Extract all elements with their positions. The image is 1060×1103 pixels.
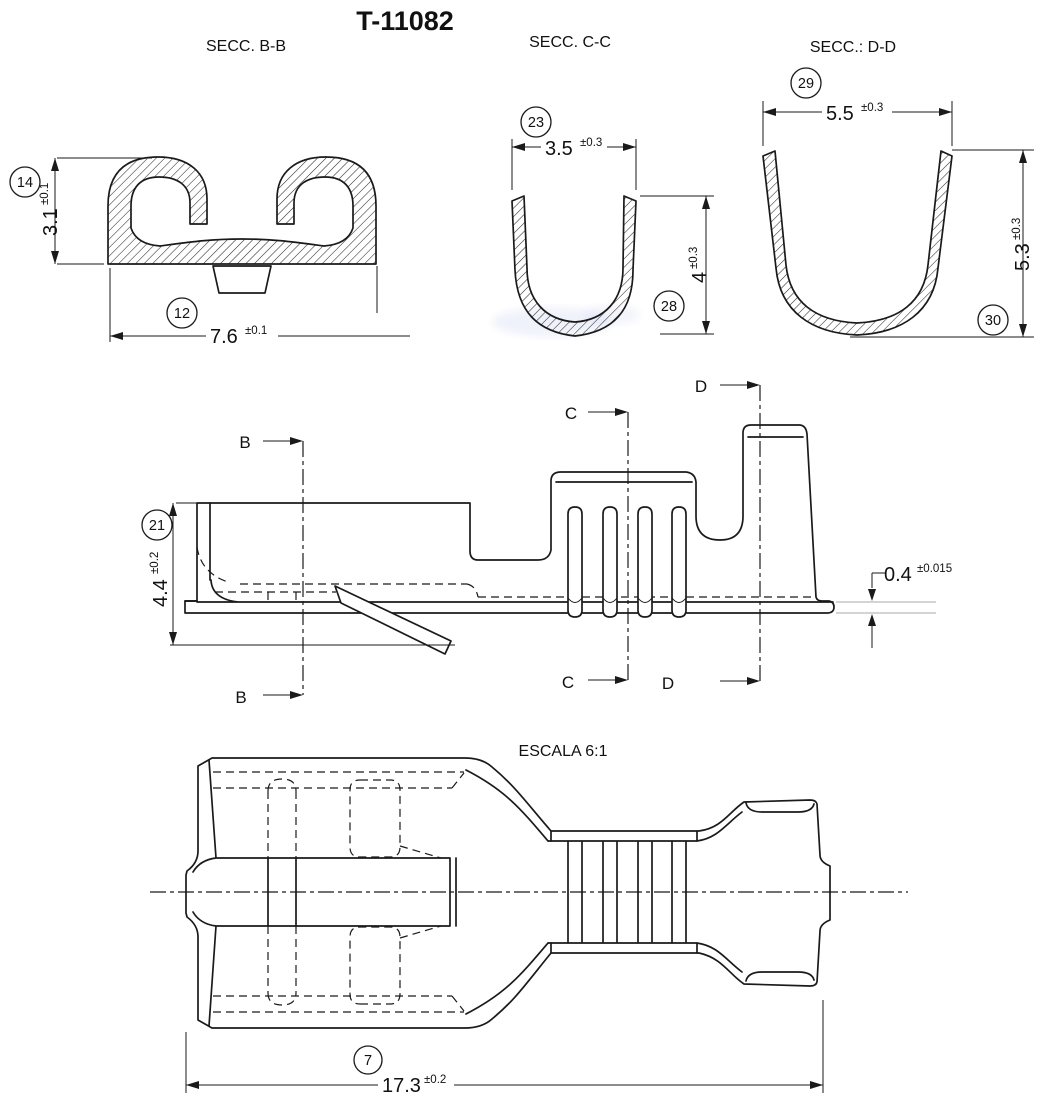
drawing-title: T-11082 (356, 6, 454, 36)
cut-line-b (235, 433, 303, 707)
dim-plan-length-tol: ±0.2 (424, 1074, 447, 1086)
dim-dd-width-value: 5.5 (826, 103, 854, 125)
balloon-7-number: 7 (363, 1053, 373, 1069)
side-serration-slots (568, 507, 686, 617)
view-section-bb (10, 38, 410, 348)
scale-label: ESCALA 6:1 (518, 743, 608, 760)
section-dd-label: SECC.: D-D (809, 39, 897, 56)
dim-side-height-value: 4.4 (150, 579, 172, 607)
balloon-29-number: 29 (797, 76, 815, 92)
balloon-30-number: 30 (984, 313, 1002, 329)
view-section-dd (763, 39, 1034, 337)
dim-cc-width-tol: ±0.3 (580, 137, 603, 149)
section-bb-dimple (213, 266, 271, 293)
cut-label-b-bottom: B (235, 688, 247, 707)
view-side (142, 377, 952, 707)
dim-dd-width-tol: ±0.3 (861, 102, 884, 114)
dim-bb-width-value: 7.6 (210, 326, 238, 348)
dim-dd-width (763, 101, 952, 146)
dim-cc-height-value: 4 (689, 271, 711, 283)
side-outline (185, 425, 834, 613)
cut-label-c-top: C (564, 404, 578, 423)
section-cc-label: SECC. C-C (529, 34, 611, 51)
section-dd-cross-section (763, 151, 952, 335)
dim-cc-width-value: 3.5 (545, 138, 573, 160)
dim-bb-width-tol: ±0.1 (245, 325, 268, 337)
cut-label-c-bottom: C (561, 673, 575, 692)
dim-dd-height-value: 5.3 (1012, 243, 1034, 271)
view-plan (150, 743, 908, 1097)
side-lance (335, 586, 451, 654)
cut-label-b-top: B (239, 433, 251, 452)
view-section-cc (512, 34, 714, 336)
dim-dd-height-tol: ±0.3 (1011, 217, 1023, 240)
cut-label-d-top: D (694, 377, 708, 396)
balloon-14-number: 14 (16, 175, 34, 191)
dim-plan-length (186, 1000, 823, 1097)
dim-bb-height-value: 3.1 (40, 208, 62, 236)
dim-side-height-tol: ±0.2 (149, 551, 161, 574)
cut-label-d-bottom: D (661, 674, 675, 693)
dim-bb-height-tol: ±0.1 (39, 182, 51, 205)
balloon-21-number: 21 (148, 518, 166, 534)
section-bb-cross-section (108, 157, 376, 264)
dim-cc-height-tol: ±0.3 (688, 246, 700, 269)
dim-cc-width (512, 136, 636, 190)
dim-side-thickness-tol: ±0.015 (917, 563, 953, 575)
dim-side-thickness-value: 0.4 (884, 564, 912, 586)
side-hidden-lines (197, 547, 815, 601)
balloon-12-number: 12 (173, 306, 191, 322)
balloon-28-number: 28 (660, 299, 678, 315)
section-bb-label: SECC. B-B (205, 38, 287, 55)
balloon-23-number: 23 (527, 115, 545, 131)
dim-plan-length-value: 17.3 (382, 1075, 421, 1097)
dim-side-thickness (868, 563, 952, 648)
